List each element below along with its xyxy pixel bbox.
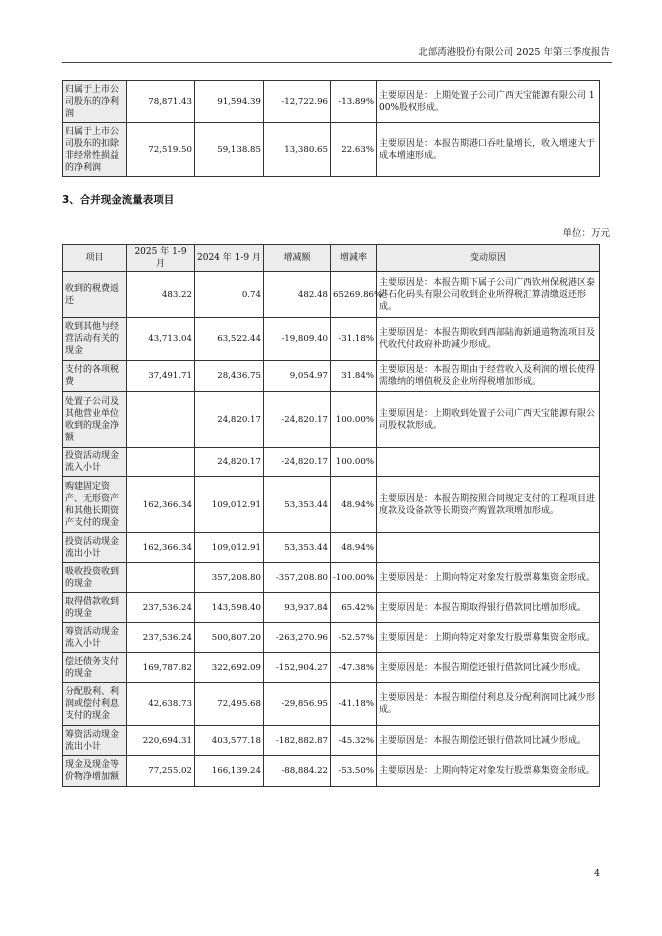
change-reason: 主要原因是：本报告期港口吞吐量增长，收入增速大于成本增速形成。: [377, 123, 600, 177]
row-item: 现金及现金等价物净增加额: [63, 756, 127, 787]
col-header-prior: 2024 年 1-9 月: [195, 245, 264, 272]
table-row: [63, 448, 600, 477]
change-amount: 53,353.44: [264, 533, 331, 563]
change-rate: 65.42%: [331, 593, 377, 623]
row-item: 收到的税费返还: [63, 272, 127, 318]
table-row: [63, 392, 600, 448]
col-header-change: 增减额: [264, 245, 331, 272]
change-reason: 主要原因是：本报告期由于经营收入及利润的增长使得需缴纳的增值税及企业所得税增加形成。: [377, 361, 600, 392]
col-header-current: 2025 年 1-9 月: [127, 245, 195, 272]
change-rate: -100.00%: [331, 563, 377, 593]
change-rate: -13.89%: [331, 81, 377, 123]
current-value: 169,787.82: [127, 653, 195, 683]
change-reason: 主要原因是：上期处置子公司广西天宝能源有限公司 100%股权形成。: [377, 81, 600, 123]
table-row: [63, 533, 600, 563]
change-amount: -12,722.96: [264, 81, 331, 123]
change-rate: -47.38%: [331, 653, 377, 683]
current-value: [127, 392, 195, 448]
row-item: 归属于上市公司股东的净利润: [63, 81, 127, 123]
current-value: 220,694.31: [127, 726, 195, 756]
prior-value: 28,436.75: [195, 361, 264, 392]
change-rate: -52.57%: [331, 623, 377, 653]
col-header-item: 项目: [63, 245, 127, 272]
current-value: 77,255.02: [127, 756, 195, 787]
row-item: 偿还债务支付的现金: [63, 653, 127, 683]
prior-value: 109,012.91: [195, 533, 264, 563]
change-reason: 主要原因是：上期向特定对象发行股票募集资金形成。: [377, 563, 600, 593]
change-reason: 主要原因是：本报告期收到西部陆海新通道物流项目及代收代付政府补助减少形成。: [377, 318, 600, 361]
change-reason: 主要原因是：上期收到处置子公司广西天宝能源有限公司股权款形成。: [377, 392, 600, 448]
change-reason: 主要原因是：上期向特定对象发行股票募集资金形成。: [377, 623, 600, 653]
table-row: [63, 477, 600, 533]
change-amount: 53,353.44: [264, 477, 331, 533]
change-reason: 主要原因是：本报告期下属子公司广西钦州保税港区泰港石化码头有限公司收到企业所得税汇算清缴返还形成。: [377, 272, 600, 318]
table-row: [63, 623, 600, 653]
row-item: 处置子公司及其他营业单位收到的现金净额: [63, 392, 127, 448]
change-rate: 48.94%: [331, 477, 377, 533]
change-reason: 主要原因是：本报告期按照合同规定支付的工程项目进度款及设备款等长期资产购置款项增加形成。: [377, 477, 600, 533]
table-row: [63, 683, 600, 726]
current-value: 483.22: [127, 272, 195, 318]
change-amount: -88,884.22: [264, 756, 331, 787]
change-rate: 65269.86%: [331, 272, 377, 318]
row-item: 支付的各项税费: [63, 361, 127, 392]
prior-value: 59,138.85: [195, 123, 264, 177]
section-title: 3、合并现金流量表项目: [62, 194, 175, 206]
unit-note: 单位：万元: [562, 228, 610, 239]
change-amount: -24,820.17: [264, 448, 331, 477]
change-amount: 93,937.84: [264, 593, 331, 623]
change-reason: 主要原因是：上期向特定对象发行股票募集资金形成。: [377, 756, 600, 787]
change-amount: 482.48: [264, 272, 331, 318]
profit-table: [62, 80, 600, 177]
change-reason: 主要原因是：本报告期取得银行借款同比增加形成。: [377, 593, 600, 623]
prior-value: 24,820.17: [195, 392, 264, 448]
change-rate: 22.63%: [331, 123, 377, 177]
table-row: [63, 593, 600, 623]
change-amount: -152,904.27: [264, 653, 331, 683]
change-amount: -263,270.96: [264, 623, 331, 653]
change-amount: -357,208.80: [264, 563, 331, 593]
table-row: [63, 726, 600, 756]
current-value: 78,871.43: [127, 81, 195, 123]
prior-value: 143,598.40: [195, 593, 264, 623]
prior-value: 322,692.09: [195, 653, 264, 683]
table-row: [63, 361, 600, 392]
col-header-rate: 增减率: [331, 245, 377, 272]
cashflow-table: [62, 244, 600, 787]
table-row: [63, 653, 600, 683]
change-rate: 100.00%: [331, 448, 377, 477]
current-value: 37,491.71: [127, 361, 195, 392]
change-reason: [377, 448, 600, 477]
row-item: 筹资活动现金流出小计: [63, 726, 127, 756]
change-amount: -182,882.87: [264, 726, 331, 756]
report-title: 北部湾港股份有限公司 2025 年第三季度报告: [418, 47, 610, 58]
prior-value: 357,208.80: [195, 563, 264, 593]
prior-value: 63,522.44: [195, 318, 264, 361]
change-rate: 100.00%: [331, 392, 377, 448]
table-row: [63, 123, 600, 177]
current-value: 162,366.34: [127, 477, 195, 533]
row-item: 取得借款收到的现金: [63, 593, 127, 623]
prior-value: 91,594.39: [195, 81, 264, 123]
row-item: 筹资活动现金流入小计: [63, 623, 127, 653]
row-item: 分配股利、利润或偿付利息支付的现金: [63, 683, 127, 726]
row-item: 吸收投资收到的现金: [63, 563, 127, 593]
current-value: 162,366.34: [127, 533, 195, 563]
change-amount: -19,809.40: [264, 318, 331, 361]
table-row: [63, 272, 600, 318]
change-amount: -29,856.95: [264, 683, 331, 726]
row-item: 收到其他与经营活动有关的现金: [63, 318, 127, 361]
prior-value: 166,139.24: [195, 756, 264, 787]
page-number: 4: [593, 868, 600, 879]
prior-value: 0.74: [195, 272, 264, 318]
change-reason: 主要原因是：本报告期偿付利息及分配利润同比减少形成。: [377, 683, 600, 726]
change-amount: -24,820.17: [264, 392, 331, 448]
col-header-reason: 变动原因: [377, 245, 600, 272]
prior-value: 72,495.68: [195, 683, 264, 726]
change-amount: 9,054.97: [264, 361, 331, 392]
current-value: [127, 563, 195, 593]
row-item: 投资活动现金流出小计: [63, 533, 127, 563]
table-row: [63, 756, 600, 787]
header-divider: [62, 62, 612, 63]
prior-value: 109,012.91: [195, 477, 264, 533]
change-rate: -45.32%: [331, 726, 377, 756]
row-item: 购建固定资产、无形资产和其他长期资产支付的现金: [63, 477, 127, 533]
change-rate: -53.50%: [331, 756, 377, 787]
change-reason: 主要原因是：本报告期偿还银行借款同比减少形成。: [377, 653, 600, 683]
current-value: 237,536.24: [127, 623, 195, 653]
current-value: [127, 448, 195, 477]
prior-value: 500,807.20: [195, 623, 264, 653]
current-value: 72,519.50: [127, 123, 195, 177]
table-row: [63, 81, 600, 123]
table-row: [63, 563, 600, 593]
change-reason: 主要原因是：本报告期偿还银行借款同比减少形成。: [377, 726, 600, 756]
current-value: 43,713.04: [127, 318, 195, 361]
change-rate: 31.84%: [331, 361, 377, 392]
row-item: 投资活动现金流入小计: [63, 448, 127, 477]
current-value: 237,536.24: [127, 593, 195, 623]
change-reason: [377, 533, 600, 563]
row-item: 归属于上市公司股东的扣除非经常性损益的净利润: [63, 123, 127, 177]
prior-value: 24,820.17: [195, 448, 264, 477]
change-rate: 48.94%: [331, 533, 377, 563]
table-row: [63, 318, 600, 361]
change-rate: -41.18%: [331, 683, 377, 726]
change-amount: 13,380.65: [264, 123, 331, 177]
prior-value: 403,577.18: [195, 726, 264, 756]
current-value: 42,638.73: [127, 683, 195, 726]
change-rate: -31.18%: [331, 318, 377, 361]
header-row: [63, 245, 600, 272]
